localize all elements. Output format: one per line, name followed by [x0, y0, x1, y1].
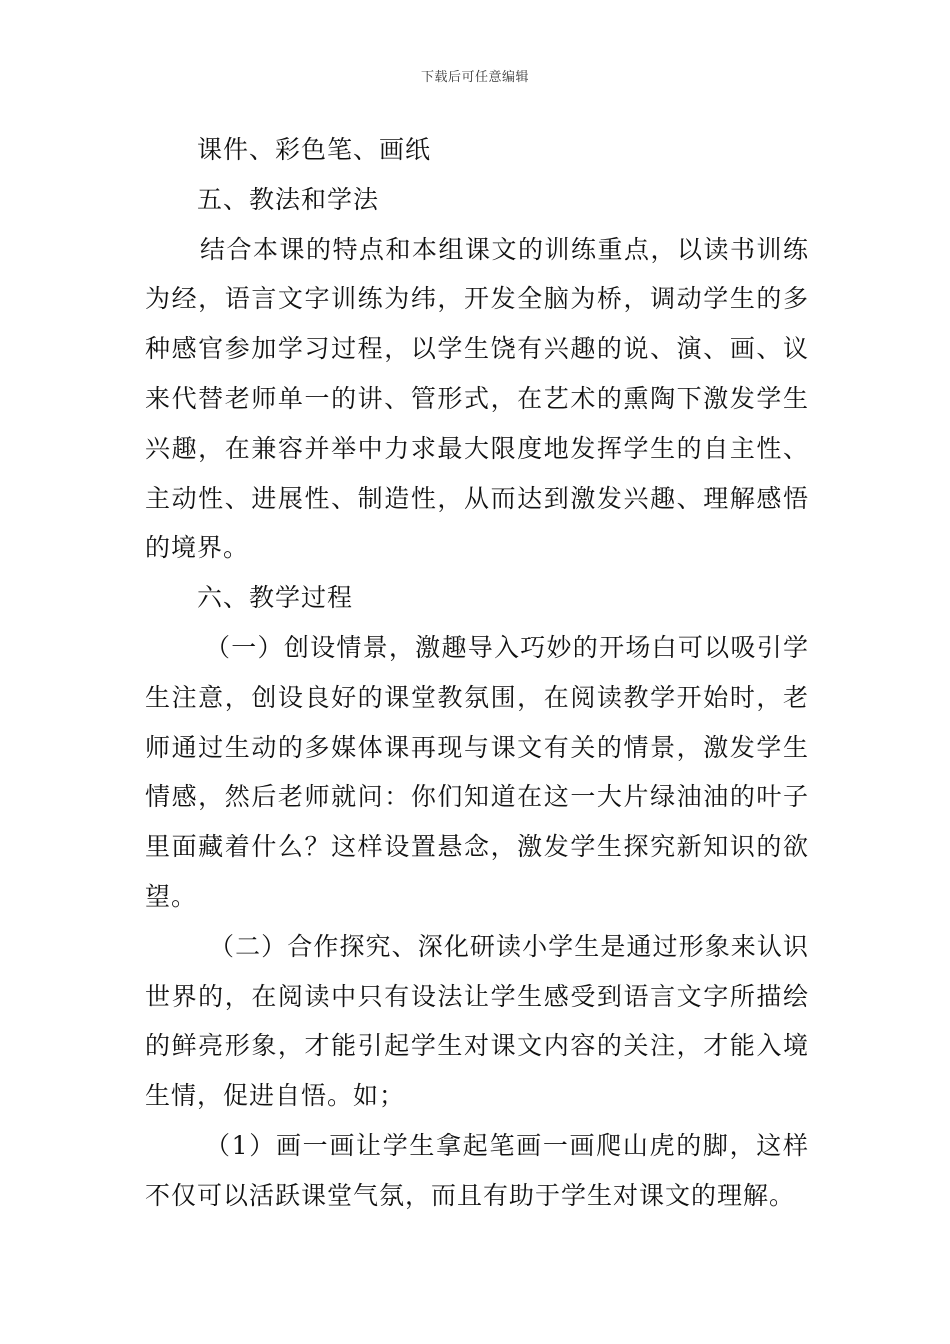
page-header: 下载后可任意编辑 — [420, 70, 529, 85]
document-body — [145, 125, 809, 1221]
paragraph-step-one: （一）创设情景，激趣导入巧妙的开场白可以吸引学生注意，创设良好的课堂教氛围，在阅读教学开始时，老师通过生动的多媒体课再现与课文有关的情景，激发学生情感，然后老师就问：你们知道在这一大片绿油油的叶子里面藏着什么？这样设置悬念，激发学生探究新知识的欲望。 — [145, 632, 809, 911]
paragraph-methods: 结合本课的特点和本组课文的训练重点，以读书训练为经，语言文字训练为纬，开发全脑为桥，调动学生的多种感官参加学习过程，以学生饶有兴趣的说、演、画、议来代替老师单一的讲、管形式，在艺术的熏陶下激发学生兴趣，在兼容并举中力求最大限度地发挥学生的自主性、主动性、进展性、制造性，从而达到激发兴趣、理解感悟的境界。 — [145, 234, 809, 563]
paragraph-step-two-item-one: （1）画一画让学生拿起笔画一画爬山虎的脚，这样不仅可以活跃课堂气氛，而且有助于学生对课文的理解。 — [145, 1130, 809, 1210]
paragraph-step-two: （二）合作探究、深化研读小学生是通过形象来认识世界的，在阅读中只有设法让学生感受到语言文字所描绘的鲜亮形象，才能引起学生对课文内容的关注，才能入境生情，促进自悟。如； — [145, 931, 809, 1111]
section-heading-methods: 五、教法和学法 — [197, 184, 380, 214]
section-heading-process: 六、教学过程 — [197, 583, 354, 613]
paragraph-materials: 课件、彩色笔、画纸 — [197, 135, 432, 164]
